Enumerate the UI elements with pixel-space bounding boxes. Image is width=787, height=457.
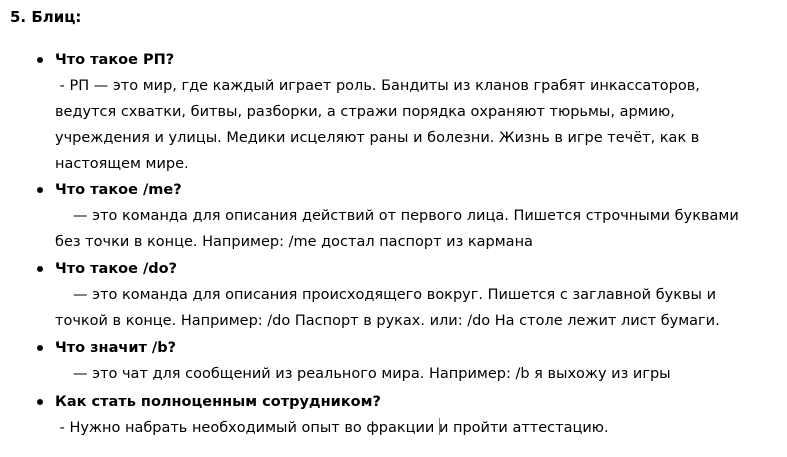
bullet-icon (37, 187, 43, 193)
bullet-icon (37, 399, 43, 405)
answer-line: ведутся схватки, битвы, разборки, а стражи порядка охраняют тюрьмы, армию, (55, 104, 675, 120)
bullet-icon (37, 345, 43, 351)
question-what-is-me: Что такое /me? (55, 182, 182, 198)
bullet-icon (37, 57, 43, 63)
answer-line: - РП — это мир, где каждый играет роль. Бандиты из кланов грабят инкассаторов, (55, 78, 700, 94)
answer-line: учреждения и улицы. Медики исцеляют раны и болезни. Жизнь в игре течёт, как в (55, 130, 700, 146)
answer-line: настоящем мире. (55, 156, 189, 172)
question-what-is-b: Что значит /b? (55, 340, 177, 356)
answer-line: — это чат для сообщений из реального мира. Например: /b я выхожу из игры (73, 366, 671, 382)
answer-line: без точки в конце. Например: /me достал паспорт из кармана (55, 234, 533, 250)
answer-line: — это команда для описания происходящего вокруг. Пишется с заглавной буквы и (73, 287, 717, 303)
question-what-is-rp: Что такое РП? (55, 52, 175, 68)
bullet-icon (37, 266, 43, 272)
answer-line[interactable] (55, 415, 609, 441)
answer-text-after-cursor: и пройти аттестацию. (438, 420, 609, 436)
answer-line: — это команда для описания действий от первого лица. Пишется строчными буквами (73, 208, 739, 224)
section-heading: 5. Блиц: (10, 8, 82, 26)
question-what-is-do: Что такое /do? (55, 261, 178, 277)
question-how-to-become-employee: Как стать полноценным сотрудником? (55, 394, 381, 410)
answer-text-before-cursor: - Нужно набрать необходимый опыт во фракции (55, 420, 439, 436)
answer-line: точкой в конце. Например: /do Паспорт в руках. или: /do На столе лежит лист бумаги. (55, 313, 720, 329)
